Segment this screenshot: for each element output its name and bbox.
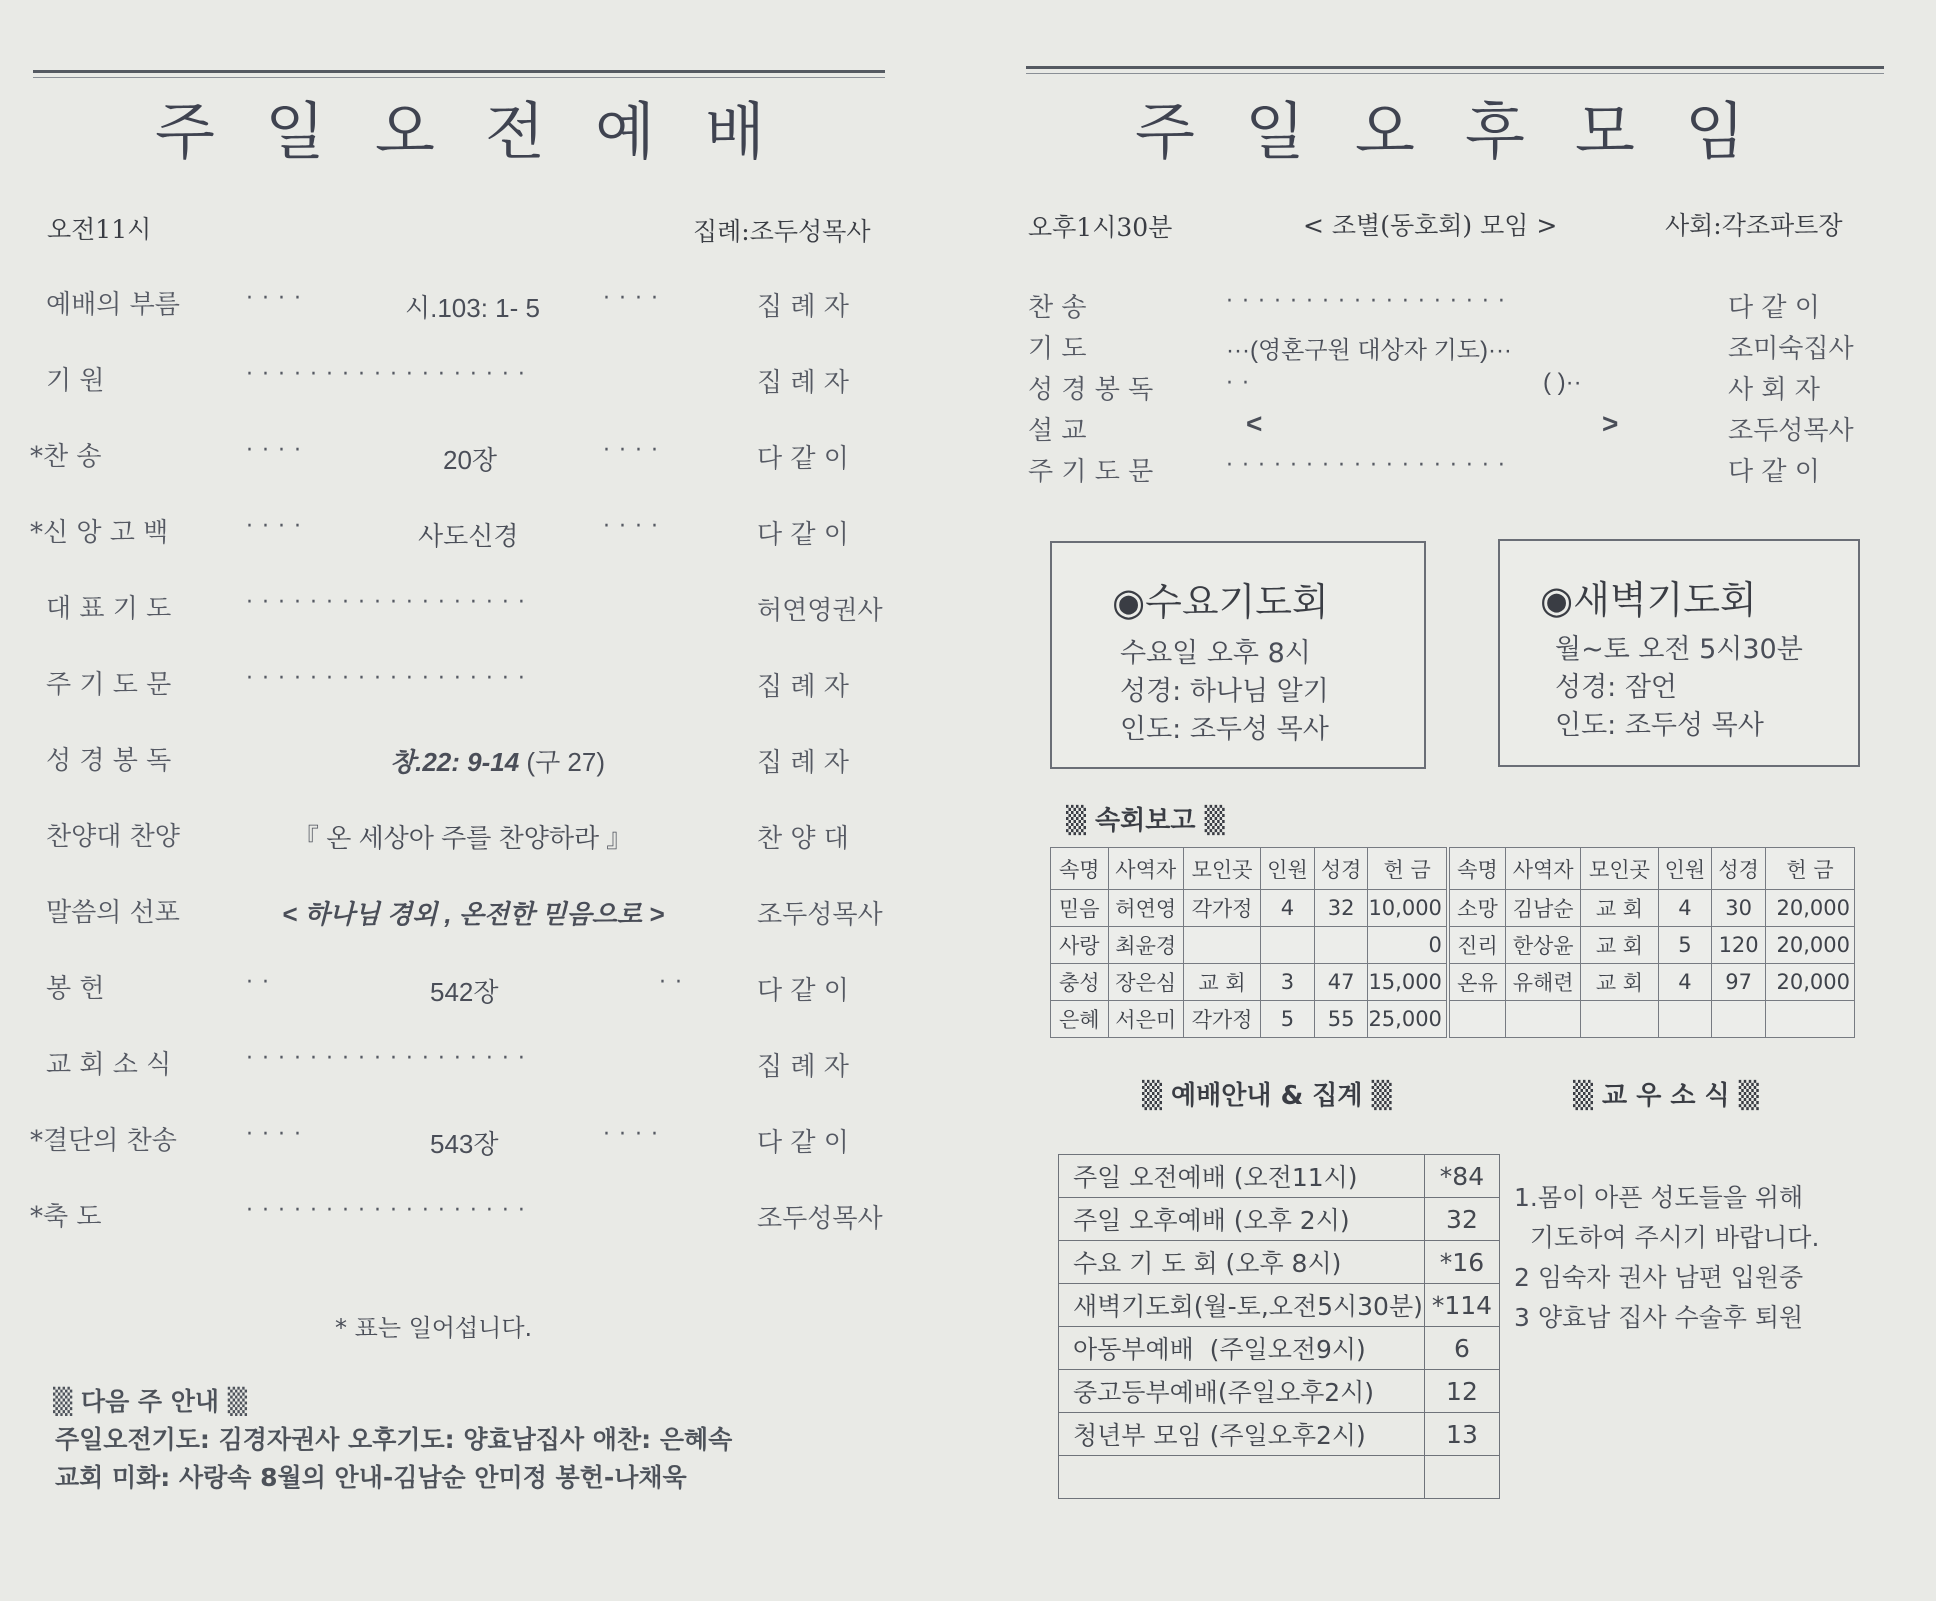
row-dots: ···· xyxy=(603,438,667,463)
row-dots: ·· xyxy=(659,970,691,995)
attendance-service: 수요 기 도 회 (오후 8시) xyxy=(1059,1241,1425,1284)
right-title xyxy=(1000,82,1900,168)
row-label: 성 경 봉 독 xyxy=(46,746,172,776)
row-middle: 20장 xyxy=(443,445,498,475)
left-title-char: 배 xyxy=(705,95,765,168)
row-dots: ···· xyxy=(603,1122,667,1147)
report-cell: 온유 xyxy=(1448,964,1506,1001)
attendance-count: *84 xyxy=(1424,1155,1499,1198)
report-cell: 허연영 xyxy=(1108,890,1183,927)
attendance-count: 32 xyxy=(1424,1198,1499,1241)
report-cell: 유해련 xyxy=(1505,964,1580,1001)
row-right: 조두성목사 xyxy=(1728,416,1854,446)
row-label: 설 교 xyxy=(1028,416,1087,446)
row-label: *결단의 찬송 xyxy=(30,1126,177,1156)
report-cell: 15,000 xyxy=(1368,964,1448,1001)
right-title-char: 후 xyxy=(1465,95,1525,168)
box-line: 인도: 조두성 목사 xyxy=(1555,710,1764,741)
news-line: 1.몸이 아픈 성도들을 위해 xyxy=(1514,1183,1804,1212)
report-cell: 10,000 xyxy=(1368,890,1448,927)
row-middle: 543장 xyxy=(430,1129,499,1159)
left-top-rule xyxy=(33,70,885,73)
box-line: 인도: 조두성 목사 xyxy=(1120,714,1329,745)
news-line: 기도하여 주시기 바랍니다. xyxy=(1514,1223,1820,1252)
report-cell: 진리 xyxy=(1448,927,1506,964)
report-cell xyxy=(1448,1001,1506,1038)
row-dots: ···· xyxy=(246,514,310,539)
report-header-cell: 사역자 xyxy=(1108,848,1183,890)
attendance-row xyxy=(1059,1155,1500,1198)
row-dots: ·················· xyxy=(1226,453,1514,478)
report-header-cell: 헌 금 xyxy=(1766,848,1855,890)
report-cell: 믿음 xyxy=(1051,890,1109,927)
right-title-char: 임 xyxy=(1685,95,1745,168)
attendance-service: 청년부 모임 (주일오후2시) xyxy=(1059,1413,1425,1456)
row-right: 다 같 이 xyxy=(757,1128,849,1158)
scripture-note: (구 27) xyxy=(519,747,605,777)
report-cell: 20,000 xyxy=(1766,964,1855,1001)
row-middle: > xyxy=(1602,408,1619,439)
report-header-cell: 인원 xyxy=(1658,848,1712,890)
report-cell: 서은미 xyxy=(1108,1001,1183,1038)
report-cell: 30 xyxy=(1712,890,1766,927)
attendance-row xyxy=(1059,1370,1500,1413)
news-line: 2 임숙자 권사 남편 입원중 xyxy=(1514,1263,1804,1292)
right-title-char: 오 xyxy=(1355,95,1415,168)
attendance-row xyxy=(1059,1327,1500,1370)
row-label: 대 표 기 도 xyxy=(46,594,172,624)
right-title-char: 주 xyxy=(1135,95,1195,168)
attendance-row xyxy=(1059,1284,1500,1327)
attendance-service: 아동부예배 (주일오전9시) xyxy=(1059,1327,1425,1370)
report-cell: 교 회 xyxy=(1581,890,1658,927)
right-top-rule xyxy=(1026,66,1884,69)
row-label: *찬 송 xyxy=(30,442,102,472)
row-label: 주 기 도 문 xyxy=(1028,457,1154,487)
report-row xyxy=(1051,1001,1855,1038)
attendance-row xyxy=(1059,1456,1500,1499)
row-dots: ···· xyxy=(246,1122,310,1147)
row-right: 집 례 자 xyxy=(757,292,849,322)
left-title-char: 일 xyxy=(265,95,325,168)
wednesday-prayer-box xyxy=(1050,541,1426,769)
row-dots: ·················· xyxy=(1226,289,1514,314)
row-dots: ·················· xyxy=(246,1046,534,1071)
attendance-service xyxy=(1059,1456,1425,1499)
row-label: 기 도 xyxy=(1028,334,1087,364)
right-title-char: 일 xyxy=(1245,95,1305,168)
report-cell: 120 xyxy=(1712,927,1766,964)
attendance-count: *114 xyxy=(1424,1284,1499,1327)
report-cell xyxy=(1712,1001,1766,1038)
report-header-cell: 사역자 xyxy=(1505,848,1580,890)
right-title-char: 모 xyxy=(1575,95,1635,168)
row-right: 다 같 이 xyxy=(757,976,849,1006)
row-middle: 사도신경 xyxy=(418,521,519,551)
row-right: 다 같 이 xyxy=(757,444,849,474)
report-cell: 4 xyxy=(1261,890,1315,927)
report-cell: 32 xyxy=(1314,890,1368,927)
row-dots: ···· xyxy=(603,286,667,311)
row-middle xyxy=(390,742,605,779)
row-dots: ·················· xyxy=(246,666,534,691)
left-title xyxy=(0,82,900,168)
row-right: 집 례 자 xyxy=(757,1052,849,1082)
right-time: 오후1시30분 xyxy=(1028,213,1173,242)
left-title-char: 오 xyxy=(375,95,435,168)
report-cell xyxy=(1658,1001,1712,1038)
box-title: ◉수요기도회 xyxy=(1112,580,1329,624)
box-line: 성경: 잠언 xyxy=(1555,672,1678,703)
attendance-service: 주일 오후예배 (오후 2시) xyxy=(1059,1198,1425,1241)
attendance-row xyxy=(1059,1241,1500,1284)
row-dots: ·················· xyxy=(246,590,534,615)
report-header-cell: 성경 xyxy=(1712,848,1766,890)
report-cell: 각가정 xyxy=(1183,890,1260,927)
news-title: ▒ 교 우 소 식 ▒ xyxy=(1573,1081,1759,1111)
sermon-title: < 하나님 경외 , 온전한 믿음으로 > xyxy=(282,899,665,929)
report-title: ▒ 속회보고 ▒ xyxy=(1066,806,1225,836)
row-right: 조두성목사 xyxy=(757,1204,883,1234)
row-dots: ···· xyxy=(246,438,310,463)
report-cell: 4 xyxy=(1658,890,1712,927)
stand-note: * 표는 일어섭니다. xyxy=(335,1314,533,1342)
row-middle: 시.103: 1- 5 xyxy=(405,293,540,323)
report-cell: 은혜 xyxy=(1051,1001,1109,1038)
left-title-char: 주 xyxy=(155,95,215,168)
report-cell: 5 xyxy=(1658,927,1712,964)
report-cell xyxy=(1505,1001,1580,1038)
row-dots: ·· xyxy=(246,970,278,995)
report-cell xyxy=(1314,927,1368,964)
row-label: *축 도 xyxy=(30,1202,102,1232)
report-header-cell: 모인곳 xyxy=(1581,848,1658,890)
next-week-line: 교회 미화: 사랑속 8월의 안내-김남순 안미정 봉헌-나채욱 xyxy=(55,1463,687,1492)
row-dots: ·················· xyxy=(246,1198,534,1223)
report-cell xyxy=(1261,927,1315,964)
row-right: 조미숙집사 xyxy=(1728,334,1854,364)
report-cell xyxy=(1766,1001,1855,1038)
row-right: 조두성목사 xyxy=(757,900,883,930)
box-title: ◉새벽기도회 xyxy=(1540,578,1757,622)
scripture-ref: 창.22: 9-14 xyxy=(390,747,520,777)
report-cell: 교 회 xyxy=(1581,927,1658,964)
row-dots: ···· xyxy=(246,286,310,311)
row-dots: ···· xyxy=(603,514,667,539)
row-middle: 『 온 세상아 주를 찬양하라 』 xyxy=(293,823,633,853)
row-dots: ·················· xyxy=(246,362,534,387)
row-dots: ·· xyxy=(1226,371,1258,396)
row-middle: < xyxy=(1246,408,1263,439)
news-line: 3 양효남 집사 수술후 퇴원 xyxy=(1514,1303,1804,1332)
attendance-service: 새벽기도회(월-토,오전5시30분) xyxy=(1059,1284,1425,1327)
right-leader: 사회:각조파트장 xyxy=(1665,211,1843,240)
report-cell: 김남순 xyxy=(1505,890,1580,927)
report-cell: 충성 xyxy=(1051,964,1109,1001)
row-right: 다 같 이 xyxy=(1728,293,1820,323)
box-line: 성경: 하나님 알기 xyxy=(1120,676,1329,707)
left-leader: 집례:조두성목사 xyxy=(693,217,871,246)
next-week-title: ▒ 다음 주 안내 ▒ xyxy=(53,1387,248,1416)
report-cell: 사랑 xyxy=(1051,927,1109,964)
report-header-cell: 속명 xyxy=(1448,848,1506,890)
report-row xyxy=(1051,927,1855,964)
row-middle: ···(영혼구원 대상자 기도)··· xyxy=(1226,337,1512,364)
report-cell xyxy=(1183,927,1260,964)
row-label: 찬 송 xyxy=(1028,293,1087,323)
row-middle: ( )·· xyxy=(1543,369,1582,396)
report-cell: 최윤경 xyxy=(1108,927,1183,964)
meeting-name: < 조별(동호회) 모임 > xyxy=(1303,211,1558,240)
attendance-count xyxy=(1424,1456,1499,1499)
report-header-cell: 성경 xyxy=(1314,848,1368,890)
row-label: 찬양대 찬양 xyxy=(46,822,180,852)
report-cell: 교 회 xyxy=(1183,964,1260,1001)
report-cell: 0 xyxy=(1368,927,1448,964)
row-label: *신 앙 고 백 xyxy=(30,518,169,548)
report-cell: 25,000 xyxy=(1368,1001,1448,1038)
attendance-title: ▒ 예배안내 & 집계 ▒ xyxy=(1142,1081,1392,1111)
report-cell: 장은심 xyxy=(1108,964,1183,1001)
row-label: 주 기 도 문 xyxy=(46,670,172,700)
row-right: 찬 양 대 xyxy=(757,824,849,854)
attendance-count: 6 xyxy=(1424,1327,1499,1370)
left-title-char: 전 xyxy=(485,95,545,168)
attendance-row xyxy=(1059,1413,1500,1456)
row-label: 봉 헌 xyxy=(46,974,105,1004)
report-cell: 97 xyxy=(1712,964,1766,1001)
attendance-service: 주일 오전예배 (오전11시) xyxy=(1059,1155,1425,1198)
attendance-row xyxy=(1059,1198,1500,1241)
report-cell xyxy=(1581,1001,1658,1038)
report-cell: 5 xyxy=(1261,1001,1315,1038)
attendance-count: 13 xyxy=(1424,1413,1499,1456)
row-right: 집 례 자 xyxy=(757,672,849,702)
attendance-service: 중고등부예배(주일오후2시) xyxy=(1059,1370,1425,1413)
report-cell: 20,000 xyxy=(1766,927,1855,964)
row-label: 기 원 xyxy=(46,366,105,396)
row-label: 예배의 부름 xyxy=(46,290,180,320)
row-middle: 542장 xyxy=(430,977,499,1007)
left-title-char: 예 xyxy=(595,95,655,168)
attendance-table xyxy=(1058,1154,1500,1499)
row-label: 말씀의 선포 xyxy=(46,898,180,928)
report-table xyxy=(1050,847,1855,1038)
box-line: 수요일 오후 8시 xyxy=(1120,638,1311,669)
row-right: 다 같 이 xyxy=(757,520,849,550)
report-header-cell: 속명 xyxy=(1051,848,1109,890)
report-cell: 20,000 xyxy=(1766,890,1855,927)
report-cell: 3 xyxy=(1261,964,1315,1001)
report-cell: 47 xyxy=(1314,964,1368,1001)
row-middle xyxy=(282,894,664,931)
report-cell: 교 회 xyxy=(1581,964,1658,1001)
row-label: 교 회 소 식 xyxy=(46,1050,172,1080)
row-right: 허연영권사 xyxy=(757,596,883,626)
report-cell: 각가정 xyxy=(1183,1001,1260,1038)
report-cell: 소망 xyxy=(1448,890,1506,927)
row-right: 집 례 자 xyxy=(757,748,849,778)
report-cell: 4 xyxy=(1658,964,1712,1001)
report-cell: 55 xyxy=(1314,1001,1368,1038)
report-cell: 한상윤 xyxy=(1505,927,1580,964)
report-header-cell: 헌 금 xyxy=(1368,848,1448,890)
report-header-cell: 인원 xyxy=(1261,848,1315,890)
dawn-prayer-box xyxy=(1498,539,1860,767)
report-header-row xyxy=(1051,848,1855,890)
report-row xyxy=(1051,890,1855,927)
row-right: 사 회 자 xyxy=(1728,375,1820,405)
attendance-count: *16 xyxy=(1424,1241,1499,1284)
row-right: 집 례 자 xyxy=(757,368,849,398)
box-line: 월~토 오전 5시30분 xyxy=(1555,634,1803,665)
row-right: 다 같 이 xyxy=(1728,457,1820,487)
attendance-count: 12 xyxy=(1424,1370,1499,1413)
row-label: 성 경 봉 독 xyxy=(1028,375,1154,405)
next-week-line: 주일오전기도: 김경자권사 오후기도: 양효남집사 애찬: 은혜속 xyxy=(55,1425,733,1454)
report-row xyxy=(1051,964,1855,1001)
report-header-cell: 모인곳 xyxy=(1183,848,1260,890)
left-time: 오전11시 xyxy=(47,215,152,244)
